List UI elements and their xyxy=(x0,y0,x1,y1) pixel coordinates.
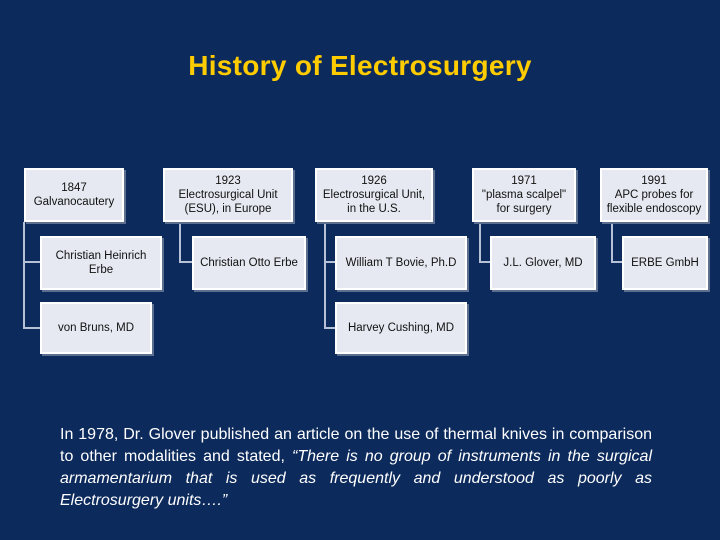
glover-quote xyxy=(60,424,652,512)
connector-1971-1 xyxy=(480,222,490,262)
person-cushing: Harvey Cushing, MD xyxy=(335,302,467,354)
connector-1926-2 xyxy=(325,262,335,328)
event-description: APC probes for flexible endoscopy xyxy=(606,189,702,215)
timeline-event-1926 xyxy=(315,168,433,222)
quote-italic: “There is no group of instruments in the surgical armamentarium that is used as frequently and understood as poorly as Electrosurgery units….” xyxy=(60,448,653,509)
event-description: Galvanocautery xyxy=(33,196,115,208)
connector-1847-2 xyxy=(24,262,40,328)
person-bovie: William T Bovie, Ph.D xyxy=(335,236,467,290)
event-year: 1991 xyxy=(641,175,667,187)
connector-1991-1 xyxy=(612,222,622,262)
event-description: Electrosurgical Unit, in the U.S. xyxy=(322,189,426,215)
event-year: 1926 xyxy=(361,175,387,187)
person-von-bruns: von Bruns, MD xyxy=(40,302,152,354)
event-description: Electrosurgical Unit (ESU), in Europe xyxy=(178,189,278,215)
timeline-event-1971 xyxy=(472,168,576,222)
event-year: 1971 xyxy=(511,175,537,187)
person-glover: J.L. Glover, MD xyxy=(490,236,596,290)
connector-1923-1 xyxy=(180,222,192,262)
event-year: 1923 xyxy=(215,175,241,187)
connector-1926-1 xyxy=(325,222,335,262)
event-description: "plasma scalpel" for surgery xyxy=(481,189,567,215)
timeline-event-1991 xyxy=(600,168,708,222)
quote-intro: In 1978, Dr. Glover published an article on the use of thermal knives in comparison to other modalities and stated, xyxy=(60,426,652,465)
connector-1847-1 xyxy=(24,222,40,262)
person-erbe-heinrich: Christian Heinrich Erbe xyxy=(40,236,162,290)
person-erbe-otto: Christian Otto Erbe xyxy=(192,236,306,290)
timeline-event-1847 xyxy=(24,168,124,222)
page-title: History of Electrosurgery xyxy=(188,50,532,81)
person-erbe-gmbh: ERBE GmbH xyxy=(622,236,708,290)
event-year: 1847 xyxy=(61,182,87,194)
timeline-event-1923 xyxy=(163,168,293,222)
